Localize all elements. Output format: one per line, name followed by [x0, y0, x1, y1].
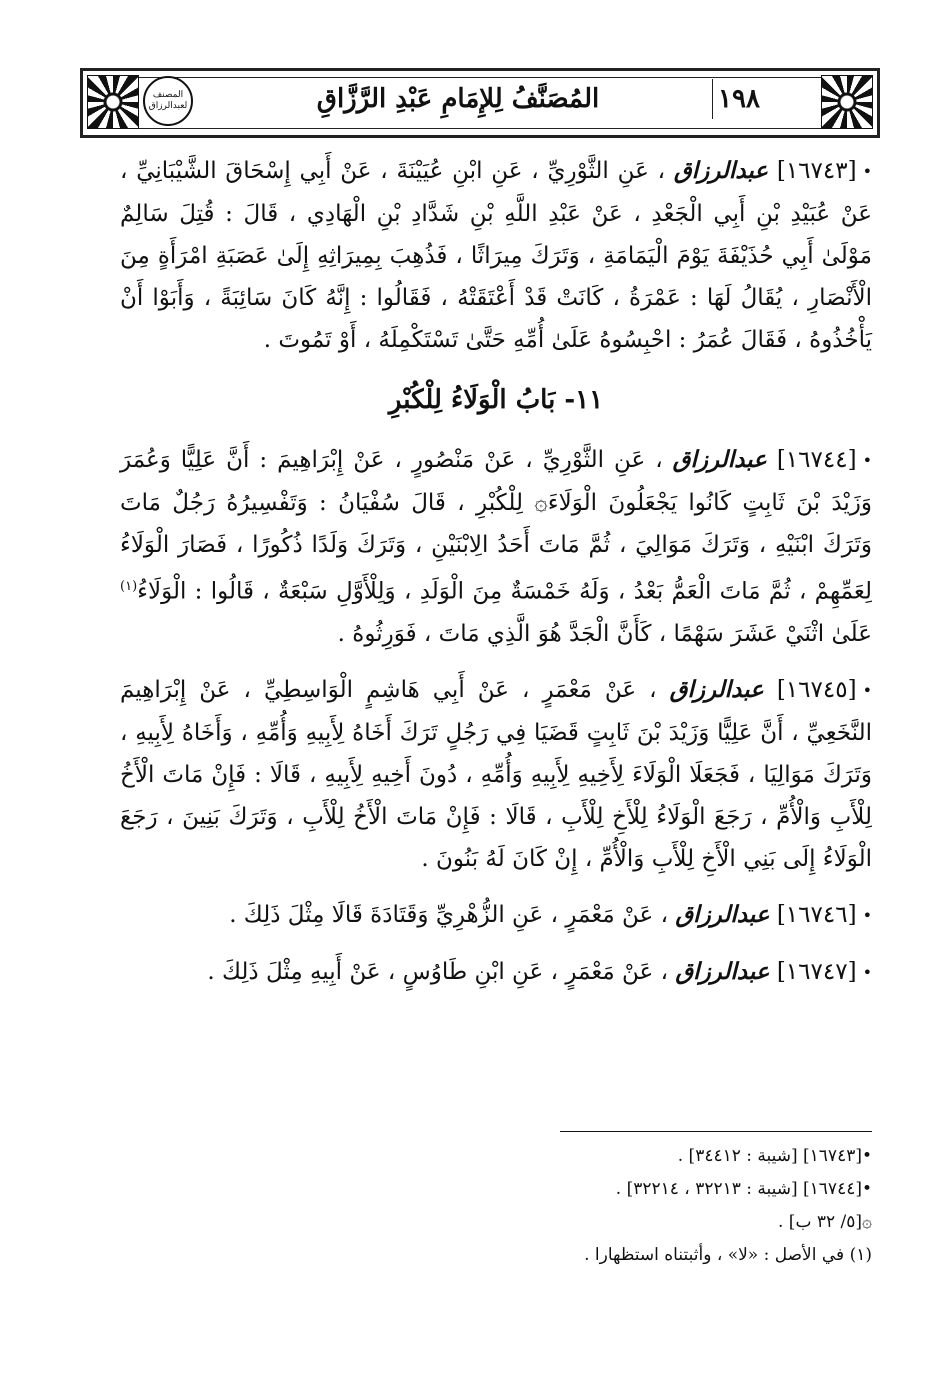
author-name: عبدالرزاق	[669, 675, 764, 703]
footnote: (١) في الأصل : «لا» ، وأثبتناه استظهارا .	[584, 1245, 872, 1265]
main-text	[120, 150, 872, 1008]
hadith-number: [١٦٧٤٥]	[776, 676, 857, 703]
bullet-icon: •	[862, 451, 872, 470]
footnotes	[120, 1140, 872, 1272]
hadith-paragraph	[120, 669, 872, 880]
author-name: عبدالرزاق	[672, 446, 767, 473]
hadith-number: [١٦٧٤٤]	[776, 447, 857, 473]
footnote-ref: (١)	[120, 579, 138, 594]
footnote: ۞[٥/ ٣٢ ب] .	[778, 1212, 872, 1232]
hadith-text: لِلْكُبْرِ ، قَالَ سُفْيَانُ : وَتَفْسِيرُهُ رَجُلٌ مَاتَ وَتَرَكَ ابْنَيْهِ ، وَتَرَكَ مَوَالِيَ ، ثُمَّ مَاتَ أَحَدُ الِابْنَيْنِ ، وَتَرَكَ وَلَدًا ذُكُورًا ، فَصَارَ الْوَلَاءُ لِعَمِّهِمْ ، ثُمَّ مَاتَ الْعَمُّ بَعْدُ ، وَلَهُ خَمْسَةٌ مِنَ الْوَلَدِ ، وَلِلْأَوَّلِ سَبْعَةٌ ، قَالُوا : الْوَلَاءُ	[120, 490, 872, 605]
hadith-text: ، عَنِ الثَّوْرِيِّ ، عَنْ مَنْصُورٍ ، عَنْ إِبْرَاهِيمَ : أَنَّ عَلِيًّا وَعُمَرَ وَزَيْدَ بْنَ ثَابِتٍ كَانُوا يَجْعَلُونَ الْوَلَاءَ	[120, 447, 873, 516]
author-name: عبدالرزاق	[673, 157, 769, 184]
running-title: المُصَنَّفُ لِلإِمَامِ عَبْدِ الرَّزَّاقِ	[316, 84, 600, 114]
hadith-paragraph	[120, 951, 872, 994]
ornament-icon	[821, 75, 873, 129]
page-header	[80, 68, 880, 138]
bullet-icon: •	[862, 680, 872, 700]
hadith-paragraph	[120, 894, 872, 937]
chapter-heading: ١١- بَابُ الْوَلَاءُ لِلْكُبْرِ	[388, 385, 604, 415]
hadith-text: ، عَنْ مَعْمَرٍ ، عَنِ ابْنِ طَاوُسٍ ، عَنْ أَبِيهِ مِثْلَ ذَلِكَ .	[207, 958, 669, 985]
ornament-icon	[87, 75, 139, 129]
hadith-number: [١٦٧٤٦]	[776, 901, 857, 928]
hadith-number: [١٦٧٤٣]	[776, 158, 857, 184]
author-name: عبدالرزاق	[675, 957, 770, 985]
hadith-text: عَلَىٰ اثْنَيْ عَشَرَ سَهْمًا ، كَأَنَّ الْجَدَّ هُوَ الَّذِي مَاتَ ، فَوَرِثُوهُ .	[337, 620, 872, 647]
hadith-paragraph	[120, 150, 872, 361]
bullet-icon: •	[862, 905, 872, 925]
hadith-paragraph	[120, 439, 872, 655]
hadith-number: [١٦٧٤٧]	[776, 958, 857, 985]
hadith-text: ، عَنِ الثَّوْرِيِّ ، عَنِ ابْنِ عُيَيْنَةَ ، عَنْ أَبِي إِسْحَاقَ الشَّيْبَانِيِّ ، عَنْ عُبَيْدِ بْنِ أَبِي الْجَعْدِ ، عَنْ عَبْدِ اللَّهِ بْنِ شَدَّادِ بْنِ الْهَادِي ، قَالَ : قُتِلَ سَالِمٌ مَوْلَىٰ أَبِي حُذَيْفَةَ يَوْمَ الْيَمَامَةِ ، وَتَرَكَ مِيرَاثًا ، فَذُهِبَ بِمِيرَاثِهِ إِلَىٰ عَصَبَةِ امْرَأَةٍ مِنَ الْأَنْصَارِ ، يُقَالُ لَهَا : عَمْرَةُ ، كَانَتْ قَدْ أَعْتَقَتْهُ ، فَقَالُوا : إِنَّهُ كَانَ سَائِبَةً ، وَأَبَوْا أَنْ يَأْخُذُوهُ ، فَقَالَ عُمَرُ : احْبِسُوهُ عَلَىٰ أُمِّهِ حَتَّىٰ تَسْتَكْمِلَهُ ، أَوْ تَمُوتَ .	[120, 158, 872, 353]
author-name: عبدالرزاق	[675, 900, 770, 928]
bullet-icon: •	[862, 962, 872, 982]
footnote-divider	[560, 1131, 872, 1132]
hadith-text: ، عَنْ مَعْمَرٍ ، عَنِ الزُّهْرِيِّ وَقَتَادَةَ قَالَا مِثْلَ ذَلِكَ .	[229, 901, 669, 928]
page-number: ١٩٨	[712, 79, 765, 119]
manuscript-mark: ۞	[534, 490, 548, 516]
book-medallion: المصنف لعبدالرزاق	[143, 76, 193, 126]
footnote: •[١٦٧٤٤] [شيبة : ٣٢٢١٣ ، ٣٢٢١٤] .	[615, 1179, 872, 1199]
footnote: •[١٦٧٤٣] [شيبة : ٣٤٤١٢] .	[677, 1146, 872, 1166]
hadith-text: ، عَنْ مَعْمَرٍ ، عَنْ أَبِي هَاشِمٍ الْوَاسِطِيِّ ، عَنْ إِبْرَاهِيمَ النَّخَعِيِّ ، أَنَّ عَلِيًّا وَزَيْدَ بْنَ ثَابِتٍ قَضَيَا فِي رَجُلٍ تَرَكَ أَخَاهُ لِأَبِيهِ وَأُمِّهِ ، وَأَخَاهُ لِأَبِيهِ ، وَتَرَكَ مَوَالِيَا ، فَجَعَلَا الْوَلَاءَ لِأَخِيهِ لِأَبِيهِ وَأُمِّهِ ، دُونَ أَخِيهِ لِأَبِيهِ ، قَالَا : فَإِنْ مَاتَ الْأَخُ لِلْأَبِ وَالْأُمِّ ، رَجَعَ الْوَلَاءُ لِلْأَخِ لِلْأَبِ ، قَالَا : فَإِنْ مَاتَ الْأَخُ لِلْأَبِ ، وَتَرَكَ بَنِينَ ، رَجَعَ الْوَلَاءُ إِلَى بَنِي الْأَخِ لِلْأَبِ وَالْأُمِّ ، إِنْ كَانَ لَهُ بَنُونَ .	[120, 676, 872, 872]
bullet-icon: •	[862, 162, 873, 181]
